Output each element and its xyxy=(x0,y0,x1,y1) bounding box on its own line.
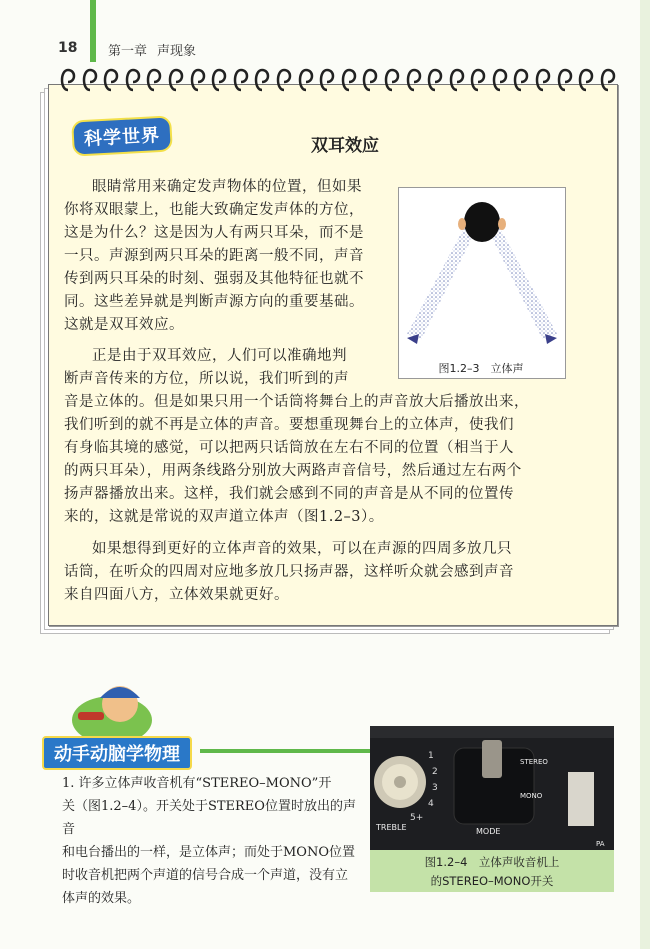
p3-line: 如果想得到更好的立体声音的效果，可以在声源的四周多放几只 xyxy=(92,541,512,557)
spiral-ring-icon xyxy=(123,66,143,92)
page-number: 18 xyxy=(58,40,78,56)
activity-line: 时收音机把两个声道的信号合成一个声道，没有立 xyxy=(62,868,349,883)
p2-line: 来的，这就是常说的双声道立体声（图1.2–3）。 xyxy=(64,509,384,525)
dial-label: 1 xyxy=(428,751,434,761)
pa-label: PA xyxy=(596,840,605,848)
spiral-ring-icon xyxy=(339,66,359,92)
p2-line: 正是由于双耳效应，人们可以准确地判 xyxy=(92,348,347,364)
mono-label: MONO xyxy=(520,792,543,800)
spiral-ring-icon xyxy=(533,66,553,92)
cartoon-boy-illustration xyxy=(64,676,174,738)
p2-line: 的两只耳朵），用两条线路分别放大两路声音信号，然后通过左右两个 xyxy=(64,463,522,479)
mode-switch-lever xyxy=(482,740,502,778)
spiral-ring-icon xyxy=(101,66,121,92)
spiral-ring-icon xyxy=(447,66,467,92)
p2-line: 断声音传来的方位，所以说，我们听到的声 xyxy=(64,371,349,387)
right-ear-icon xyxy=(498,218,506,230)
chapter-color-bar xyxy=(90,0,96,62)
spiral-ring-icon xyxy=(274,66,294,92)
spiral-binding xyxy=(58,66,618,96)
figure-1-2-4-caption xyxy=(370,850,614,892)
p2-line: 我们听到的就不再是立体的声音。要想重现舞台上的立体声，使我们 xyxy=(64,417,514,433)
spiral-ring-icon xyxy=(576,66,596,92)
p1-line: 眼睛常用来确定发声物体的位置，但如果 xyxy=(92,179,362,195)
paragraph-1 xyxy=(64,176,394,337)
caption-line: 的STEREO–MONO开关 xyxy=(430,874,554,888)
left-sound-beam xyxy=(407,226,475,340)
spiral-ring-icon xyxy=(209,66,229,92)
section-title: 双耳效应 xyxy=(311,136,379,156)
spiral-ring-icon xyxy=(468,66,488,92)
spiral-ring-icon xyxy=(80,66,100,92)
spiral-ring-icon xyxy=(252,66,272,92)
activity-paragraph xyxy=(62,772,362,910)
spiral-ring-icon xyxy=(425,66,445,92)
chapter-title: 声现象 xyxy=(157,44,197,59)
p1-line: 这就是双耳效应。 xyxy=(64,317,184,333)
spiral-ring-icon xyxy=(598,66,618,92)
spiral-ring-icon xyxy=(511,66,531,92)
spiral-ring-icon xyxy=(555,66,575,92)
stereo-illustration xyxy=(399,188,565,358)
spiral-ring-icon xyxy=(360,66,380,92)
side-button xyxy=(568,772,594,826)
boy-cap-icon xyxy=(100,687,140,698)
activity-badge: 动手动脑学物理 xyxy=(42,736,192,770)
activity-divider xyxy=(200,749,370,753)
p1-line: 这是为什么？这是因为人有两只耳朵，而不是 xyxy=(64,225,364,241)
spiral-ring-icon xyxy=(166,66,186,92)
p2-line: 有身临其境的感觉，可以把两只话筒放在左右不同的位置（相当于人 xyxy=(64,440,514,456)
listener-head-icon xyxy=(464,202,500,242)
spiral-ring-icon xyxy=(317,66,337,92)
spiral-ring-icon xyxy=(296,66,316,92)
activity-line: 关（图1.2–4）。开关处于STEREO位置时放出的声音 xyxy=(62,799,356,837)
radio-panel-illustration xyxy=(370,726,614,850)
radio-photo xyxy=(370,726,614,850)
left-ear-icon xyxy=(458,218,466,230)
stereo-label: STEREO xyxy=(520,758,548,766)
figure-1-2-3-caption: 图1.2–3 立体声 xyxy=(438,362,524,375)
dial-label: 3 xyxy=(432,783,438,793)
stereo-figure xyxy=(398,187,566,379)
p1-line: 传到两只耳朵的时刻、强弱及其他特征也就不 xyxy=(64,271,364,287)
caption-line: 图1.2–4 立体声收音机上 xyxy=(424,855,560,869)
p3-line: 来自四面八方，立体效果就更好。 xyxy=(64,587,289,603)
p1-line: 一只。声源到两只耳朵的距离一般不同，声音 xyxy=(64,248,364,264)
right-sound-beam xyxy=(489,226,557,340)
treble-label: TREBLE xyxy=(376,823,407,832)
spiral-ring-icon xyxy=(188,66,208,92)
spiral-ring-icon xyxy=(144,66,164,92)
activity-line: 1. 许多立体声收音机有“STEREO–MONO”开 xyxy=(62,776,332,791)
chapter-number: 第一章 xyxy=(108,44,148,59)
dial-label: 4 xyxy=(428,799,434,809)
p3-line: 话筒，在听众的四周对应地多放几只扬声器，这样听众就会感到声音 xyxy=(64,564,514,580)
p2-line: 扬声器播放出来。这样，我们就会感到不同的声音是从不同的位置传 xyxy=(64,486,514,502)
p1-line: 同。这些差异就是判断声源方向的重要基础。 xyxy=(64,294,364,310)
p1-line: 你将双眼蒙上，也能大致确定发声体的方位， xyxy=(64,202,364,218)
activity-line: 和电台播出的一样，是立体声；而处于MONO位置 xyxy=(62,845,356,860)
chapter-heading xyxy=(108,40,206,59)
mode-label: MODE xyxy=(476,827,501,836)
spiral-ring-icon xyxy=(231,66,251,92)
dial-label: 5+ xyxy=(410,813,424,823)
spiral-ring-icon xyxy=(404,66,424,92)
magnet-icon xyxy=(78,712,104,720)
dial-label: 2 xyxy=(432,767,438,777)
activity-line: 体声的效果。 xyxy=(62,891,141,906)
spiral-ring-icon xyxy=(490,66,510,92)
p2-line: 音是立体的。但是如果只用一个话筒将舞台上的声音放大后播放出来， xyxy=(64,394,529,410)
spiral-ring-icon xyxy=(58,66,78,92)
science-world-badge: 科学世界 xyxy=(71,115,173,156)
paragraph-3 xyxy=(64,538,574,607)
spiral-ring-icon xyxy=(382,66,402,92)
